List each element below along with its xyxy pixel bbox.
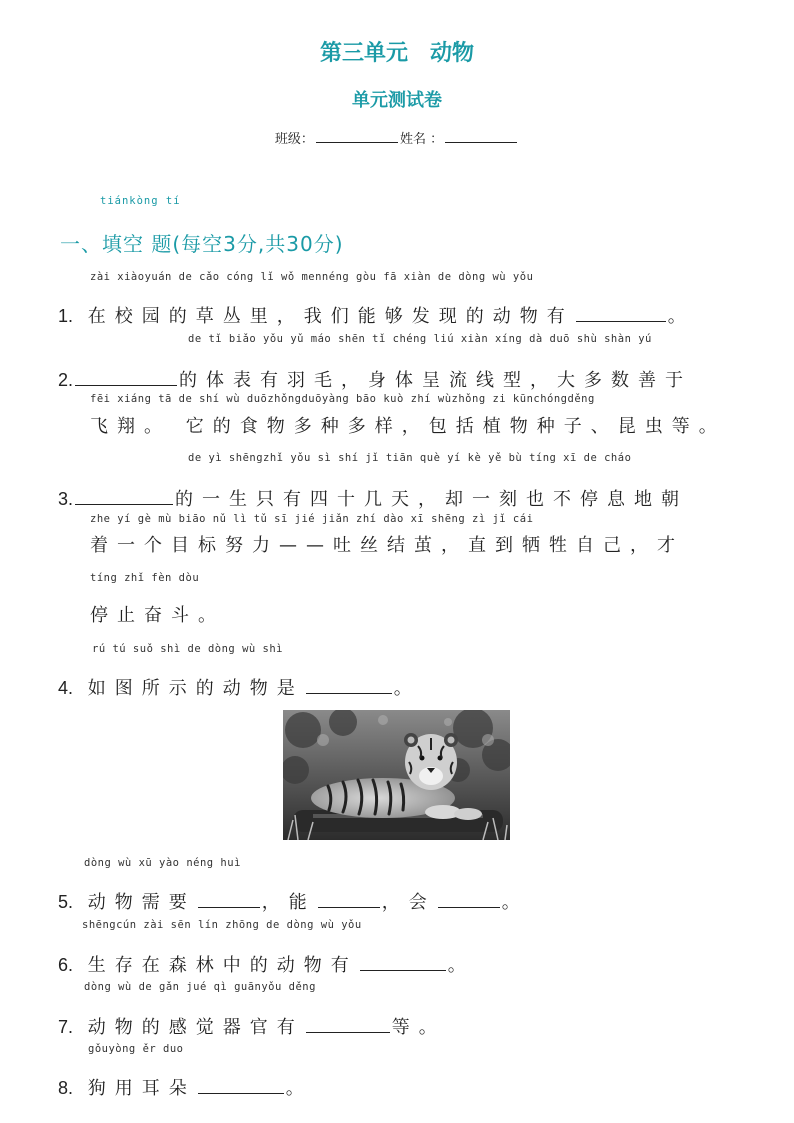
q7-text: 动物的感觉器官有	[87, 1017, 304, 1038]
q2-text-2: 飞翔。 它的食物多种多样，包括植物种子、昆虫等。	[90, 416, 726, 437]
q7-answer-blank[interactable]	[306, 1031, 390, 1033]
name-label: 姓名 ：	[399, 132, 444, 147]
q4-number: 4.	[58, 678, 74, 698]
q3-pinyin-1: de yì shēngzhǐ yǒu sì shí jǐ tiān què yí kè yě bù tíng xī de cháo	[188, 452, 632, 464]
q8-answer-blank[interactable]	[198, 1092, 284, 1094]
q2-text-1: 的体表有羽毛，身体呈流线型，大多数善于	[179, 370, 693, 391]
page-subtitle: 单元测试卷	[352, 90, 442, 111]
q5-pinyin: dòng wù xū yào néng huì	[84, 857, 241, 869]
q5-blank-2[interactable]	[318, 906, 380, 908]
question-5	[58, 888, 529, 914]
q6-number: 6.	[58, 955, 74, 975]
q4-pinyin: rú tú suǒ shì de dòng wù shì	[92, 643, 284, 655]
q3-text-2: 着一个目标努力——吐丝结茧，直到牺牲自己，才	[90, 535, 684, 556]
q6-answer-blank[interactable]	[360, 969, 446, 971]
q3-text-1: 的一生只有四十几天，却一刻也不停息地朝	[175, 489, 689, 510]
q3-pinyin-3: tíng zhǐ fèn dòu	[90, 572, 200, 584]
tiger-photo	[283, 710, 510, 840]
page-title: 第三单元 动物	[319, 41, 474, 66]
q2-pinyin-1: de tǐ biǎo yǒu yǔ máo shēn tǐ chéng liú xiàn xíng dà duō shù shàn yú	[188, 333, 652, 345]
q1-end: 。	[667, 306, 695, 327]
section1-title: 一、填空 题(每空3分,共30分)	[60, 232, 344, 256]
q7-number: 7.	[58, 1017, 74, 1037]
class-field[interactable]	[316, 141, 398, 143]
q1-text: 在校园的草丛里，我们能够发现的动物有	[87, 306, 574, 327]
q2-pinyin-2: fēi xiáng tā de shí wù duōzhǒngduōyàng bāo kuò zhí wùzhǒng zi kūnchóngděng	[90, 393, 595, 405]
q1-number: 1.	[58, 306, 74, 326]
q5-blank-1[interactable]	[198, 906, 260, 908]
question-4	[58, 674, 421, 700]
q5-text-3: ，会	[381, 892, 436, 913]
class-label: 班级：	[274, 132, 314, 147]
q7-end: 等。	[391, 1017, 446, 1038]
q8-pinyin: gǒuyòng ěr duo	[88, 1043, 184, 1055]
q1-pinyin: zài xiàoyuán de cǎo cóng lǐ wǒ mennéng gòu fā xiàn de dòng wù yǒu	[90, 271, 534, 283]
q8-end: 。	[285, 1078, 313, 1099]
q3-number: 3.	[58, 489, 74, 509]
q4-answer-blank[interactable]	[306, 692, 392, 694]
q6-pinyin: shēngcún zài sēn lín zhōng de dòng wù yǒu	[82, 919, 362, 931]
q5-number: 5.	[58, 892, 74, 912]
q5-text-2: ，能	[261, 892, 316, 913]
q7-pinyin: dòng wù de gǎn jué qì guānyǒu děng	[84, 981, 316, 993]
question-2	[58, 366, 692, 392]
section1-pinyin: tiánkòng tí	[100, 195, 181, 207]
tiger-illustration	[283, 710, 510, 840]
q1-answer-blank[interactable]	[576, 320, 666, 322]
question-6	[58, 951, 475, 977]
q5-blank-3[interactable]	[438, 906, 500, 908]
question-7	[58, 1013, 446, 1039]
q4-end: 。	[393, 678, 421, 699]
q2-number: 2.	[58, 370, 74, 390]
q3-pinyin-2: zhe yí gè mù biāo nǔ lì tǔ sī jié jiǎn zhí dào xī shēng zì jǐ cái	[90, 513, 534, 525]
q6-end: 。	[447, 955, 475, 976]
q6-text: 生存在森林中的动物有	[87, 955, 358, 976]
name-field[interactable]	[445, 141, 517, 143]
q4-text: 如图所示的动物是	[87, 678, 304, 699]
q2-answer-blank[interactable]	[75, 384, 177, 386]
q3-answer-blank[interactable]	[75, 503, 173, 505]
q8-number: 8.	[58, 1078, 74, 1098]
question-3	[58, 485, 688, 511]
question-8	[58, 1074, 313, 1100]
q5-end: 。	[501, 892, 529, 913]
question-1	[58, 302, 695, 328]
q3-text-3: 停止奋斗。	[90, 605, 225, 626]
student-info-line	[0, 128, 794, 147]
q5-text-1: 动物需要	[87, 892, 196, 913]
q8-text: 狗用耳朵	[87, 1078, 196, 1099]
